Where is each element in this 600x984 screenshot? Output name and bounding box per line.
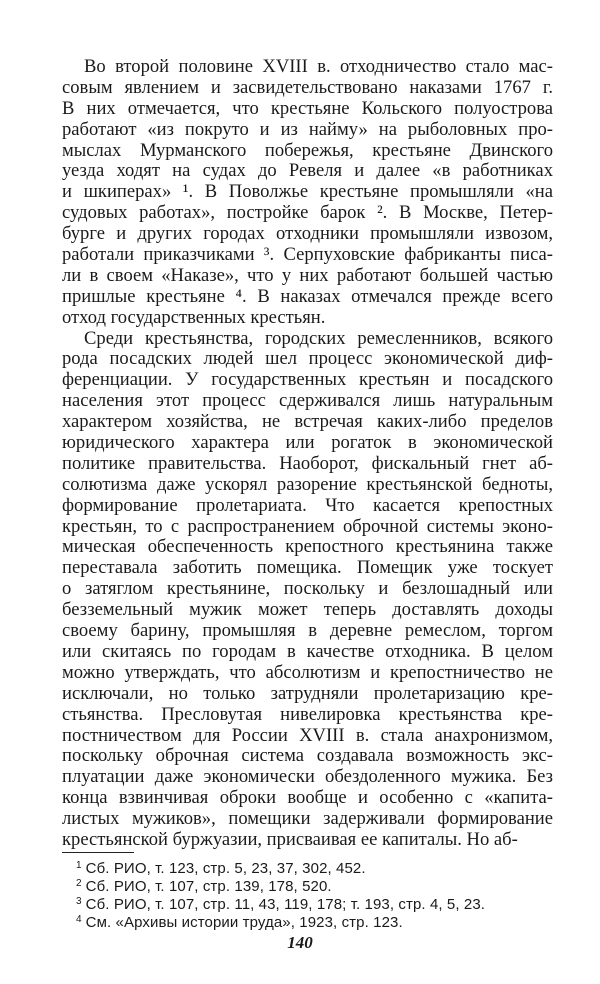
footnote-mark: 1: [76, 860, 82, 871]
text-line: листых мужиков», помещики задерживали формирование: [62, 808, 553, 830]
body-text: [62, 57, 553, 851]
text-line: ли в своем «Наказе», что у них работают большей частью: [62, 264, 553, 286]
footnote: [76, 893, 546, 911]
text-line: конца взвинчивая оброки вообще и особенно с «капита-: [62, 787, 553, 809]
text-line: постничеством для России XVIII в. стала анахронизмом,: [62, 724, 553, 746]
text-line: поскольку оброчная система создавала возможность экс-: [62, 745, 553, 767]
text-line: Во второй половине XVIII в. отходничество стало мас-: [84, 56, 553, 77]
text-line: рода посадских людей шел процесс экономической диф-: [62, 348, 553, 370]
footnote-text: Сб. РИО, т. 107, стр. 139, 178, 520.: [85, 878, 332, 895]
footnote: [76, 911, 546, 929]
text-line: формирование пролетариата. Что касается крепостных: [62, 494, 553, 516]
footnote-mark: 4: [76, 914, 82, 925]
footnote-divider: [62, 852, 134, 853]
text-line: мыслах Мурманского побережья, крестьяне Двинского: [62, 139, 553, 161]
text-line: стьянства. Пресловутая нивелировка крестьянства кре-: [62, 703, 553, 725]
footnote-text: См. «Архивы истории труда», 1923, стр. 123.: [85, 914, 403, 931]
text-line: политике правительства. Наоборот, фискальный гнет аб-: [62, 452, 553, 474]
text-line: исключали, но только затрудняли пролетаризацию кре-: [62, 682, 553, 704]
text-line: характером хозяйства, не встречая каких-либо пределов: [62, 411, 553, 433]
footnote: [76, 857, 546, 875]
paragraph: [62, 57, 553, 329]
text-line: крестьян, то с распространением оброчной системы эконо-: [62, 515, 553, 537]
footnote: [76, 875, 546, 893]
text-line: населения этот процесс сдерживался лишь натуральным: [62, 390, 553, 412]
footnote-mark: 3: [76, 896, 82, 907]
text-line: бурге и других городах отходники промышляли извозом,: [62, 223, 553, 245]
text-line: судовых работах», постройке барок ². В Москве, Петер-: [62, 202, 553, 224]
footnote-mark: 2: [76, 878, 82, 889]
text-line: Среди крестьянства, городских ремесленников, всякого: [84, 327, 553, 349]
text-line: ференциации. У государственных крестьян и посадского: [62, 369, 553, 391]
text-line: работали приказчиками ³. Серпуховские фабриканты писа-: [62, 244, 553, 266]
footnote-text: Сб. РИО, т. 107, стр. 11, 43, 119, 178; т. 193, стр. 4, 5, 23.: [85, 896, 486, 913]
footnotes: [76, 857, 546, 929]
page-number: 140: [287, 933, 313, 952]
text-line: безземельный мужик может теперь доставлять доходы: [62, 599, 553, 621]
text-line: В них отмечается, что крестьяне Кольского полуострова: [62, 97, 553, 119]
footnote-text: Сб. РИО, т. 123, стр. 5, 23, 37, 302, 452.: [85, 860, 366, 877]
text-line: крестьянской буржуазии, присваивая ее капиталы. Но аб-: [62, 828, 518, 850]
paragraph: [62, 329, 553, 851]
text-line: работают «из покруто и из найму» на рыболовных про-: [62, 118, 553, 140]
text-line: можно утверждать, что абсолютизм и крепостничество не: [62, 661, 553, 683]
text-line: пришлые крестьяне ⁴. В наказах отмечался прежде всего: [62, 285, 553, 307]
text-line: о затяглом крестьянине, поскольку и безлошадный или: [62, 578, 553, 600]
text-line: плуатации даже экономически обездоленного мужика. Без: [62, 766, 553, 788]
text-line: отход государственных крестьян.: [62, 306, 326, 328]
text-line: совым явлением и засвидетельствовано наказами 1767 г.: [62, 76, 553, 98]
text-line: уезда ходят на судах до Ревеля и далее «в работниках: [62, 160, 553, 182]
text-line: своему барину, промышляя в деревне ремеслом, торгом: [62, 620, 553, 642]
text-line: юридического характера или рогаток в экономической: [62, 432, 553, 454]
text-line: переставала заботить помещика. Помещик уже тоскует: [62, 557, 553, 579]
text-line: и шкиперах» ¹. В Поволжье крестьяне промышляли «на: [62, 181, 553, 203]
text-line: мическая обеспеченность крепостного крестьянина также: [62, 536, 553, 558]
text-line: солютизма даже ускорял разорение крестьянской бедноты,: [62, 473, 553, 495]
text-line: или скитаясь по городам в качестве отходника. В целом: [62, 640, 553, 662]
